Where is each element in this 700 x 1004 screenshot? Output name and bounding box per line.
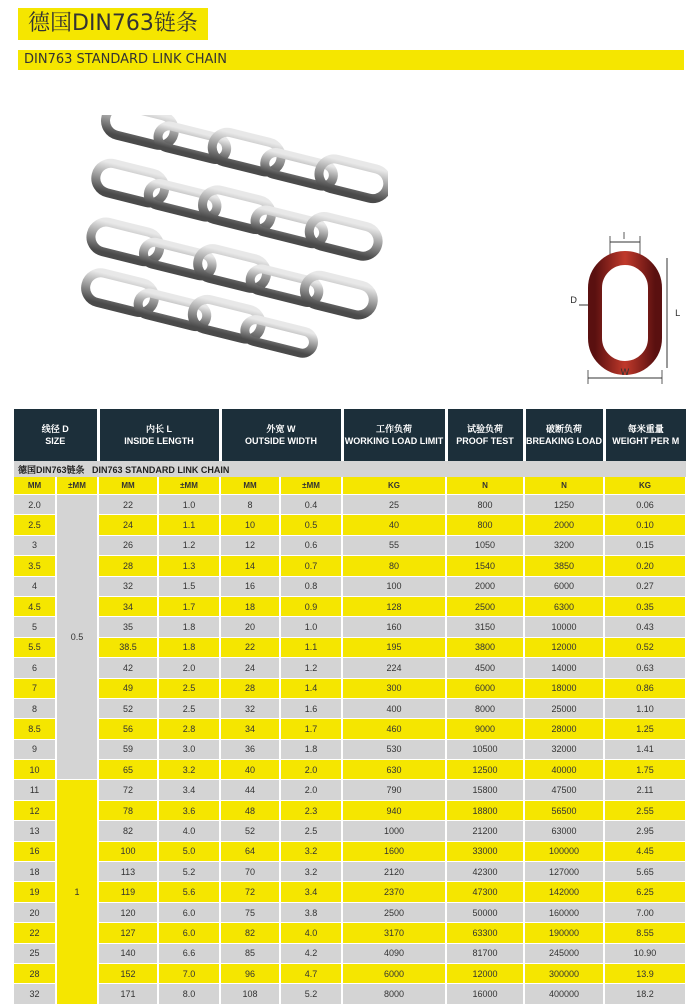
table-cell: 6	[14, 658, 56, 678]
table-row	[14, 780, 686, 800]
table-cell: 5.5	[14, 637, 56, 657]
table-row	[14, 984, 686, 1004]
unit-cell: ±MM	[56, 477, 98, 495]
table-cell: 160000	[524, 902, 604, 922]
table-cell: 34	[220, 719, 280, 739]
table-cell: 24	[98, 515, 158, 535]
table-cell: 25000	[524, 698, 604, 718]
table-cell: 790	[342, 780, 446, 800]
table-cell: 4.0	[158, 821, 220, 841]
table-row	[14, 535, 686, 555]
table-cell: 4090	[342, 943, 446, 963]
table-cell: 4	[14, 576, 56, 596]
table-cell: 25	[342, 495, 446, 515]
link-dimension-diagram	[565, 230, 690, 390]
table-cell: 1.8	[158, 637, 220, 657]
table-cell: 3.8	[280, 902, 342, 922]
table-cell: 4.0	[280, 923, 342, 943]
table-cell: 52	[220, 821, 280, 841]
table-cell: 2.0	[280, 780, 342, 800]
table-row	[14, 943, 686, 963]
table-cell: 4.45	[604, 841, 686, 861]
table-cell: 1.0	[158, 495, 220, 515]
table-cell: 6000	[446, 678, 524, 698]
table-cell: 1600	[342, 841, 446, 861]
unit-cell: N	[446, 477, 524, 495]
table-cell: 78	[98, 800, 158, 820]
table-cell: 3.2	[158, 760, 220, 780]
table-cell: 100	[342, 576, 446, 596]
table-cell: 2000	[524, 515, 604, 535]
table-cell: 36	[220, 739, 280, 759]
table-cell: 63300	[446, 923, 524, 943]
table-cell: 7.0	[158, 963, 220, 983]
table-cell: 2.8	[158, 719, 220, 739]
table-cell: 52	[98, 698, 158, 718]
diagram-label-l: l	[622, 232, 626, 242]
table-cell: 1.75	[604, 760, 686, 780]
table-row	[14, 556, 686, 576]
unit-cell: ±MM	[280, 477, 342, 495]
table-cell: 42300	[446, 862, 524, 882]
table-cell: 127	[98, 923, 158, 943]
table-cell: 108	[220, 984, 280, 1004]
table-cell: 16	[14, 841, 56, 861]
page-subtitle: DIN763 STANDARD LINK CHAIN	[18, 50, 684, 70]
table-cell: 10	[220, 515, 280, 535]
table-cell: 9000	[446, 719, 524, 739]
table-cell: 72	[220, 882, 280, 902]
table-cell: 38.5	[98, 637, 158, 657]
table-cell: 3.4	[158, 780, 220, 800]
table-cell: 22	[14, 923, 56, 943]
table-cell: 22	[220, 637, 280, 657]
table-cell: 50000	[446, 902, 524, 922]
table-cell: 1.6	[280, 698, 342, 718]
table-cell: 11	[14, 780, 56, 800]
header-weight-per-m: 每米重量 WEIGHT PER M	[604, 409, 686, 461]
table-cell: 96	[220, 963, 280, 983]
table-cell: 0.6	[280, 535, 342, 555]
table-cell: 127000	[524, 862, 604, 882]
table-row	[14, 800, 686, 820]
table-cell: 13	[14, 821, 56, 841]
table-cell: 2.95	[604, 821, 686, 841]
table-cell: 26	[98, 535, 158, 555]
table-cell: 21200	[446, 821, 524, 841]
table-cell: 42	[98, 658, 158, 678]
table-cell: 13.9	[604, 963, 686, 983]
table-cell: 10	[14, 760, 56, 780]
table-cell: 4.5	[14, 596, 56, 616]
table-cell: 3.2	[280, 841, 342, 861]
table-cell: 70	[220, 862, 280, 882]
header-breaking-load: 破断负荷 BREAKING LOAD	[524, 409, 604, 461]
table-cell: 14	[220, 556, 280, 576]
table-cell: 5.2	[158, 862, 220, 882]
table-cell: 2120	[342, 862, 446, 882]
table-row	[14, 698, 686, 718]
table-cell: 3.5	[14, 556, 56, 576]
table-cell: 6.25	[604, 882, 686, 902]
table-cell: 2.5	[158, 678, 220, 698]
unit-cell: ±MM	[158, 477, 220, 495]
table-cell: 460	[342, 719, 446, 739]
chain-photo	[78, 115, 388, 370]
page-title: 德国DIN763链条	[18, 8, 208, 40]
table-row	[14, 658, 686, 678]
table-cell: 5.65	[604, 862, 686, 882]
size-tolerance-cell: 0.5	[56, 495, 98, 780]
table-cell: 160	[342, 617, 446, 637]
table-cell: 2.5	[280, 821, 342, 841]
table-cell: 65	[98, 760, 158, 780]
table-cell: 245000	[524, 943, 604, 963]
table-cell: 56	[98, 719, 158, 739]
table-cell: 5.0	[158, 841, 220, 861]
table-cell: 18.2	[604, 984, 686, 1004]
table-cell: 100	[98, 841, 158, 861]
table-cell: 113	[98, 862, 158, 882]
table-cell: 8	[220, 495, 280, 515]
table-cell: 6.6	[158, 943, 220, 963]
section-title: 德国DIN763链条 DIN763 STANDARD LINK CHAIN	[14, 461, 686, 477]
table-cell: 0.35	[604, 596, 686, 616]
table-cell: 10.90	[604, 943, 686, 963]
table-cell: 6.0	[158, 923, 220, 943]
table-cell: 1.7	[158, 596, 220, 616]
table-cell: 34	[98, 596, 158, 616]
table-cell: 59	[98, 739, 158, 759]
table-cell: 12	[14, 800, 56, 820]
table-cell: 1.0	[280, 617, 342, 637]
table-cell: 2500	[446, 596, 524, 616]
table-cell: 35	[98, 617, 158, 637]
table-cell: 3200	[524, 535, 604, 555]
table-cell: 8.5	[14, 719, 56, 739]
table-cell: 16000	[446, 984, 524, 1004]
table-cell: 47300	[446, 882, 524, 902]
table-row	[14, 596, 686, 616]
table-cell: 2.3	[280, 800, 342, 820]
table-cell: 48	[220, 800, 280, 820]
table-cell: 5.2	[280, 984, 342, 1004]
table-cell: 4500	[446, 658, 524, 678]
table-cell: 44	[220, 780, 280, 800]
table-cell: 300	[342, 678, 446, 698]
table-cell: 18800	[446, 800, 524, 820]
table-cell: 72	[98, 780, 158, 800]
table-cell: 8.0	[158, 984, 220, 1004]
table-cell: 32	[14, 984, 56, 1004]
table-cell: 7	[14, 678, 56, 698]
table-row	[14, 495, 686, 515]
table-cell: 6000	[342, 963, 446, 983]
table-cell: 1.2	[280, 658, 342, 678]
table-cell: 2.55	[604, 800, 686, 820]
table-cell: 25	[14, 943, 56, 963]
table-cell: 0.7	[280, 556, 342, 576]
table-cell: 40000	[524, 760, 604, 780]
table-cell: 12	[220, 535, 280, 555]
table-cell: 530	[342, 739, 446, 759]
table-cell: 3.0	[158, 739, 220, 759]
table-cell: 81700	[446, 943, 524, 963]
units-row	[14, 477, 686, 495]
table-cell: 1.4	[280, 678, 342, 698]
diagram-label-big-l: L	[675, 309, 681, 319]
table-cell: 120	[98, 902, 158, 922]
table-cell: 4.2	[280, 943, 342, 963]
table-cell: 82	[220, 923, 280, 943]
table-cell: 1.10	[604, 698, 686, 718]
table-cell: 0.10	[604, 515, 686, 535]
table-cell: 63000	[524, 821, 604, 841]
table-cell: 2370	[342, 882, 446, 902]
table-cell: 16	[220, 576, 280, 596]
diagram-label-d: D	[570, 296, 577, 306]
table-cell: 7.00	[604, 902, 686, 922]
table-cell: 224	[342, 658, 446, 678]
table-cell: 3850	[524, 556, 604, 576]
table-cell: 5	[14, 617, 56, 637]
table-cell: 1540	[446, 556, 524, 576]
table-cell: 0.4	[280, 495, 342, 515]
table-cell: 800	[446, 515, 524, 535]
table-cell: 0.20	[604, 556, 686, 576]
table-cell: 1.25	[604, 719, 686, 739]
table-row	[14, 862, 686, 882]
header-size: 线径 D SIZE	[14, 409, 98, 461]
table-cell: 2.0	[14, 495, 56, 515]
table-cell: 300000	[524, 963, 604, 983]
table-cell: 0.43	[604, 617, 686, 637]
table-cell: 18	[14, 862, 56, 882]
table-cell: 80	[342, 556, 446, 576]
table-cell: 0.52	[604, 637, 686, 657]
table-cell: 6000	[524, 576, 604, 596]
table-cell: 55	[342, 535, 446, 555]
table-row	[14, 760, 686, 780]
table-cell: 28	[220, 678, 280, 698]
table-cell: 22	[98, 495, 158, 515]
table-cell: 195	[342, 637, 446, 657]
spec-table	[14, 409, 686, 1004]
table-cell: 6.0	[158, 902, 220, 922]
table-row	[14, 515, 686, 535]
table-row	[14, 678, 686, 698]
table-cell: 0.27	[604, 576, 686, 596]
unit-cell: KG	[604, 477, 686, 495]
table-cell: 18000	[524, 678, 604, 698]
unit-cell: MM	[220, 477, 280, 495]
table-cell: 3.6	[158, 800, 220, 820]
unit-cell: MM	[98, 477, 158, 495]
table-cell: 1.7	[280, 719, 342, 739]
table-cell: 12500	[446, 760, 524, 780]
table-row	[14, 923, 686, 943]
table-cell: 10500	[446, 739, 524, 759]
table-cell: 3170	[342, 923, 446, 943]
table-cell: 20	[14, 902, 56, 922]
table-cell: 3800	[446, 637, 524, 657]
table-cell: 1.2	[158, 535, 220, 555]
table-cell: 0.5	[280, 515, 342, 535]
table-cell: 8	[14, 698, 56, 718]
table-cell: 2.5	[158, 698, 220, 718]
header-inside-length: 内长 L INSIDE LENGTH	[98, 409, 220, 461]
table-cell: 15800	[446, 780, 524, 800]
table-row	[14, 617, 686, 637]
table-cell: 400	[342, 698, 446, 718]
table-cell: 14000	[524, 658, 604, 678]
table-cell: 28	[14, 963, 56, 983]
table-cell: 32	[98, 576, 158, 596]
table-row	[14, 739, 686, 759]
unit-cell: KG	[342, 477, 446, 495]
table-cell: 6300	[524, 596, 604, 616]
table-row	[14, 882, 686, 902]
table-cell: 1.8	[280, 739, 342, 759]
table-row	[14, 902, 686, 922]
table-cell: 1.1	[280, 637, 342, 657]
table-cell: 1250	[524, 495, 604, 515]
table-cell: 2500	[342, 902, 446, 922]
table-cell: 0.06	[604, 495, 686, 515]
header-outside-width: 外宽 W OUTSIDE WIDTH	[220, 409, 342, 461]
diagram-label-w: W	[620, 368, 630, 378]
table-cell: 8000	[446, 698, 524, 718]
table-cell: 64	[220, 841, 280, 861]
table-cell: 140	[98, 943, 158, 963]
table-row	[14, 841, 686, 861]
table-cell: 2.0	[280, 760, 342, 780]
header-proof-test: 试验负荷 PROOF TEST	[446, 409, 524, 461]
table-cell: 2.0	[158, 658, 220, 678]
table-cell: 630	[342, 760, 446, 780]
table-cell: 19	[14, 882, 56, 902]
table-cell: 0.63	[604, 658, 686, 678]
table-row	[14, 821, 686, 841]
size-tolerance-cell: 1	[56, 780, 98, 1004]
table-cell: 24	[220, 658, 280, 678]
table-cell: 400000	[524, 984, 604, 1004]
table-cell: 82	[98, 821, 158, 841]
table-cell: 190000	[524, 923, 604, 943]
table-cell: 32	[220, 698, 280, 718]
table-cell: 56500	[524, 800, 604, 820]
table-cell: 2.11	[604, 780, 686, 800]
table-cell: 75	[220, 902, 280, 922]
unit-cell: N	[524, 477, 604, 495]
table-cell: 1000	[342, 821, 446, 841]
table-cell: 2000	[446, 576, 524, 596]
table-row	[14, 719, 686, 739]
table-cell: 2.5	[14, 515, 56, 535]
table-cell: 3.4	[280, 882, 342, 902]
table-cell: 1.3	[158, 556, 220, 576]
table-cell: 4.7	[280, 963, 342, 983]
table-cell: 40	[220, 760, 280, 780]
table-cell: 1.8	[158, 617, 220, 637]
table-cell: 85	[220, 943, 280, 963]
table-cell: 12000	[446, 963, 524, 983]
table-cell: 18	[220, 596, 280, 616]
table-cell: 1.1	[158, 515, 220, 535]
table-cell: 171	[98, 984, 158, 1004]
table-cell: 9	[14, 739, 56, 759]
table-cell: 20	[220, 617, 280, 637]
table-cell: 10000	[524, 617, 604, 637]
table-cell: 5.6	[158, 882, 220, 902]
table-cell: 128	[342, 596, 446, 616]
table-cell: 142000	[524, 882, 604, 902]
table-cell: 3150	[446, 617, 524, 637]
unit-cell: MM	[14, 477, 56, 495]
table-cell: 1.41	[604, 739, 686, 759]
table-cell: 800	[446, 495, 524, 515]
table-cell: 119	[98, 882, 158, 902]
table-cell: 0.9	[280, 596, 342, 616]
table-cell: 1050	[446, 535, 524, 555]
table-row	[14, 963, 686, 983]
table-cell: 0.15	[604, 535, 686, 555]
table-cell: 33000	[446, 841, 524, 861]
header-working-load: 工作负荷 WORKING LOAD LIMIT	[342, 409, 446, 461]
table-cell: 28	[98, 556, 158, 576]
table-cell: 49	[98, 678, 158, 698]
table-row	[14, 637, 686, 657]
table-cell: 28000	[524, 719, 604, 739]
table-cell: 32000	[524, 739, 604, 759]
table-cell: 0.8	[280, 576, 342, 596]
table-cell: 3	[14, 535, 56, 555]
table-cell: 152	[98, 963, 158, 983]
table-cell: 1.5	[158, 576, 220, 596]
table-cell: 3.2	[280, 862, 342, 882]
table-cell: 40	[342, 515, 446, 535]
table-row	[14, 576, 686, 596]
table-cell: 0.86	[604, 678, 686, 698]
table-cell: 8000	[342, 984, 446, 1004]
table-cell: 12000	[524, 637, 604, 657]
table-cell: 47500	[524, 780, 604, 800]
table-cell: 940	[342, 800, 446, 820]
table-cell: 8.55	[604, 923, 686, 943]
table-cell: 100000	[524, 841, 604, 861]
